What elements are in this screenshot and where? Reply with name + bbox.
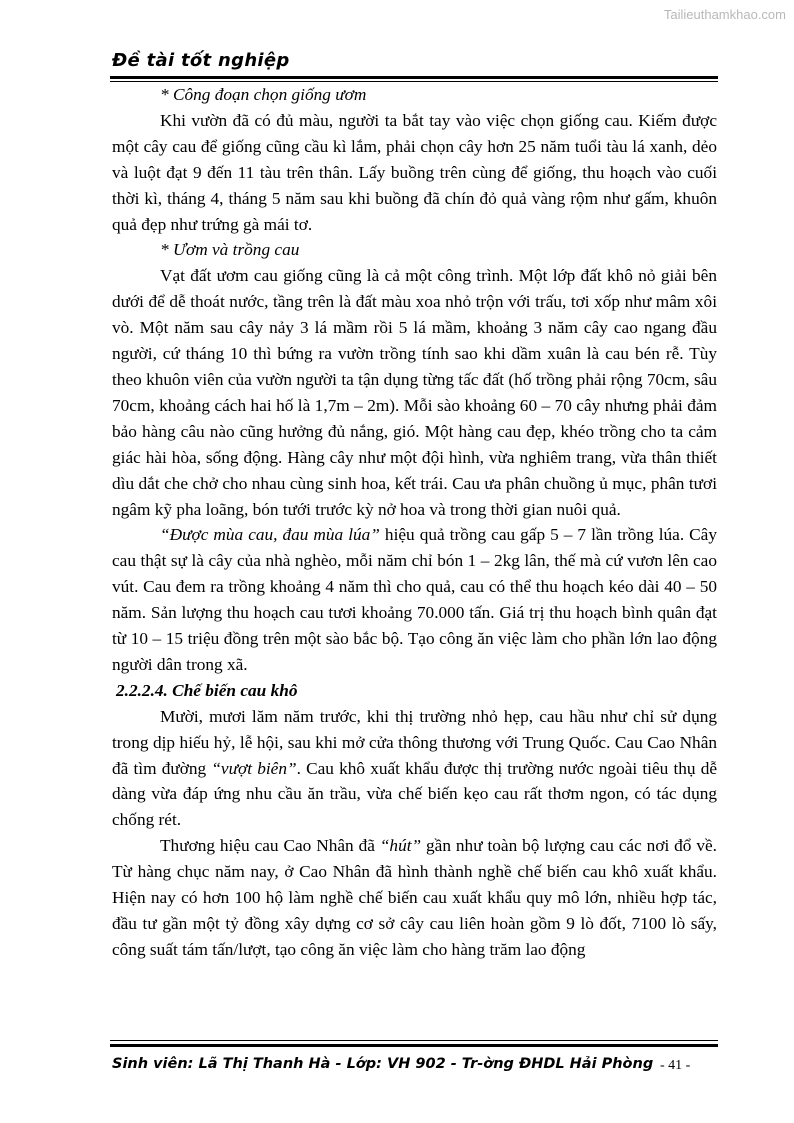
text-che-bien-2b: gần như toàn bộ lượng cau các nơi đổ về. Từ hàng chục năm nay, ở Cao Nhân đã hình thành nghề chế biến cau khô xuất khẩu. Hiện nay có hơn 100 hộ làm nghề chế biến cau xuất khẩu quy mô lớn, nhiều hợp tác, đầu tư gần một tỷ đồng xây dựng cơ sở cây cau liên hoàn gồm 9 lò đốt, 7100 lò sấy, công suất tám tấn/lượt, tạo công ăn việc làm cho hàng trăm lao động (112, 836, 717, 959)
text-che-bien-1a: Mười, mươi lăm năm trước, khi thị trường nhỏ hẹp, cau hầu như chỉ sử dụng trong dịp hiếu hỷ, lễ hội, sau khi mở cửa thông thương với Trung Quốc. Cau Cao Nhân đã tìm đường (112, 706, 717, 778)
paragraph-uom-trong: Vạt đất ươm cau giống cũng là cả một công trình. Một lớp đất khô nỏ giải bên dưới để dễ thoát nước, tầng trên là đất màu xoa nhỏ trộn với trấu, tơi xốp như mâm xôi vò. Một năm sau cây nảy 3 lá mầm rồi 5 lá mầm, khoảng 3 năm cây cao ngang đầu người, cứ tháng 10 thì bứng ra vườn trồng tính sao khi dầm xuân là cau bén rễ. Tùy theo khuôn viên của vườn người ta tận dụng từng tấc đất (hố trồng phải rộng 70cm, sâu 70cm, khoảng cách hai hố là 1,7m – 2m). Mỗi sào khoảng 60 – 70 cây nhưng phải đảm bảo hàng câu nào cũng hưởng đủ nắng, gió. Một hàng cau đẹp, khéo trồng cho ta cảm giác hài hòa, sống động. Hàng cây như một đội hình, vừa nghiêm trang, vừa thân thiết dìu dắt che chở cho nhau cùng sinh hoa, kết trái. Cau ưa phân chuồng ủ mục, phân tươi ngâm kỹ pha loãng, bón tưới trước kỳ nở hoa và trong thời gian nuôi quả. (112, 266, 717, 519)
watermark: Tailieuthamkhao.com (663, 7, 786, 22)
paragraph-chon-giong: Khi vườn đã có đủ màu, người ta bắt tay vào việc chọn giống cau. Kiếm được một cây cau để giống cũng cầu kì lắm, phải chọn cây hơn 25 năm tuổi tàu lá xanh, dẻo và luột đạt 9 đến 11 tàu trên thân. Lấy buồng trên cùng để giống, thu hoạch vào cuối thời kì, tháng 4, tháng 5 năm sau khi buồng đã chín đỏ quả vàng rộm như gấm, khuôn quả đẹp như trứng gà mái tơ. (112, 110, 717, 234)
paragraph-che-bien-2 (112, 833, 717, 963)
footer-rule-thin (110, 1040, 718, 1041)
footer-rule-thick (110, 1044, 718, 1047)
paragraph-duoc-mua (112, 522, 717, 677)
quote-hut: “hút” (379, 836, 422, 856)
quote-vuot-bien: “vượt biên” (211, 758, 297, 778)
header-title: Đề tài tốt nghiệp (112, 50, 290, 71)
footer-student-info: Sinh viên: Lã Thị Thanh Hà - Lớp: VH 902 - Tr-ờng ĐHDL Hải Phòng (112, 1056, 654, 1072)
text-che-bien-2a: Thương hiệu cau Cao Nhân đã (160, 836, 380, 856)
section-heading-uom-trong: * Ươm và trồng cau (160, 240, 300, 260)
page-number: - 41 - (660, 1058, 691, 1073)
paragraph-che-bien-1 (112, 704, 717, 834)
quote-duoc-mua: “Được mùa cau, đau mùa lúa” (160, 525, 380, 545)
document-body (112, 82, 717, 963)
text-che-bien-1b: . Cau khô xuất khẩu được thị trường nước ngoài tiêu thụ dễ dàng vừa đáp ứng nhu cầu ăn trầu, vừa chế biến kẹo cau rất thơm ngon, có tác dụng chống rét. (112, 758, 718, 830)
section-heading-che-bien: 2.2.2.4. Chế biến cau khô (116, 680, 298, 700)
section-heading-chon-giong: * Công đoạn chọn giống ươm (160, 85, 367, 104)
header-rule-thick (110, 76, 718, 79)
text-duoc-mua: hiệu quả trồng cau gấp 5 – 7 lần trồng lúa. Cây cau thật sự là cây của nhà nghèo, mỗi năm chỉ bón 1 – 2kg lân, thế mà cứ vươn lên cao vút. Cau đem ra trồng khoảng 4 năm thì cho quả, cau có thể thu hoạch kéo dài 40 – 50 năm. Sản lượng thu hoạch cau tươi khoảng 70.000 tấn. Giá trị thu hoạch bình quân đạt từ 10 – 15 triệu đồng trên một sào bắc bộ. Tạo công ăn việc làm cho phần lớn lao động người dân trong xã. (112, 525, 717, 674)
